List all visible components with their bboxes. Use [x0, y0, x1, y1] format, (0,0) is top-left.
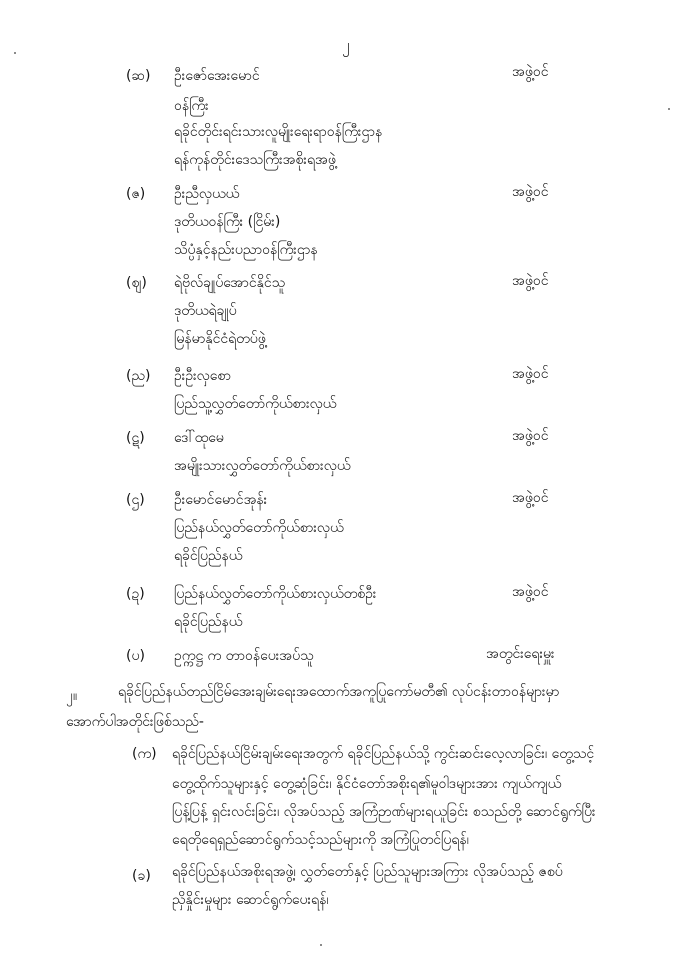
- scan-speck: [320, 944, 322, 946]
- scan-speck: [668, 108, 670, 110]
- scan-speck: [14, 52, 16, 54]
- item-text-line: ရေတိုရေရှည်ဆောင်ရွက်သင့်သည်များကို အကြံပြုတင်ပြရန်၊: [172, 832, 469, 848]
- member-detail: သိပ္ပံနှင့်နည်းပညာဝန်ကြီးဌာန: [174, 242, 318, 258]
- member-name: ဥက္ကဋ္ဌ က တာဝန်ပေးအပ်သူ: [174, 648, 314, 664]
- member-role: အဖွဲ့ဝင်: [512, 584, 549, 600]
- member-name: ဦးမောင်မောင်အုန်း: [174, 492, 268, 508]
- member-name: ဒေါ်ထုမေ: [174, 430, 224, 446]
- member-role: အဖွဲ့ဝင်: [512, 184, 549, 200]
- item-marker: (ဌ): [126, 492, 145, 508]
- item-marker: (ဍ): [126, 586, 145, 602]
- member-detail: မြန်မာနိုင်ငံရဲတပ်ဖွဲ့: [174, 331, 266, 347]
- page-number: ၂: [342, 36, 350, 54]
- section-intro-line: အောက်ပါအတိုင်းဖြစ်သည်-: [66, 714, 204, 730]
- member-title: ဒုတိယဝန်ကြီး (ငြိမ်း): [174, 214, 281, 230]
- member-name: ပြည်နယ်လွှတ်တော်ကိုယ်စားလှယ်တစ်ဦး: [174, 586, 377, 602]
- member-role: အတွင်းရေးမှူး: [486, 646, 555, 662]
- item-marker: (ဋ): [126, 430, 145, 446]
- member-role: အဖွဲ့ဝင်: [512, 428, 549, 444]
- item-marker: (ခ): [132, 868, 151, 884]
- member-detail: ရခိုင်ပြည်နယ်: [174, 548, 243, 564]
- item-text-line: ညှိနှိုင်းမှုများ ဆောင်ရွက်ပေးရန်၊: [172, 892, 329, 908]
- member-title: ဝန်ကြီး: [174, 98, 209, 114]
- member-role: အဖွဲ့ဝင်: [512, 490, 549, 506]
- member-detail: ရန်ကုန်တိုင်းဒေသကြီးအစိုးရအဖွဲ့: [174, 152, 336, 168]
- item-marker: (ပ): [126, 648, 145, 664]
- member-name: ဦးဇော်အေးမောင်: [174, 68, 260, 84]
- member-role: အဖွဲ့ဝင်: [512, 273, 549, 289]
- section-number: ၂။: [66, 688, 78, 704]
- item-marker: (ဆ): [126, 68, 151, 84]
- member-role: အဖွဲ့ဝင်: [512, 366, 549, 382]
- item-marker: (ည): [126, 368, 151, 384]
- item-text-line: ရခိုင်ပြည်နယ်အစိုးရအဖွဲ့၊ လွှတ်တော်နှင့် ပြည်သူများအကြား လိုအပ်သည့် ဇစပ်: [172, 864, 563, 880]
- member-title: ရခိုင်ပြည်နယ်: [174, 614, 243, 630]
- member-name: ဦးညီလှယယ်: [174, 186, 240, 202]
- member-name: ဦးဦးလှစော: [174, 368, 231, 384]
- item-marker: (ဇ): [126, 186, 146, 202]
- member-title: အမျိုးသားလွှတ်တော်ကိုယ်စားလှယ်: [174, 458, 351, 474]
- member-title: ပြည်သူ့လွှတ်တော်ကိုယ်စားလှယ်: [174, 396, 337, 412]
- item-text-line: ပြန့်ပြန့် ရှင်းလင်းခြင်း၊ လိုအပ်သည့် အကြံဉာဏ်များရယူခြင်း စသည်တို့ ဆောင်ရွက်ပြီး: [172, 804, 596, 820]
- item-text-line: တွေ့ထိုက်သူများနှင့် တွေ့ဆုံခြင်း၊ နိုင်ငံတော်အစိုးရ၏မူဝါဒများအား ကျယ်ကျယ်: [172, 776, 562, 792]
- item-text-line: ရခိုင်ပြည်နယ်ငြိမ်းချမ်းရေးအတွက် ရခိုင်ပြည်နယ်သို့ ကွင်းဆင်းလေ့လာခြင်း၊ တွေ့သင့်: [172, 746, 595, 762]
- member-detail: ရခိုင်တိုင်းရင်းသားလူမျိုးရေးရာဝန်ကြီးဌာန: [174, 124, 383, 140]
- member-title: ပြည်နယ်လွှတ်တော်ကိုယ်စားလှယ်: [174, 520, 344, 536]
- member-title: ဒုတိယရဲချုပ်: [174, 303, 237, 319]
- item-marker: (ဈ): [126, 275, 147, 291]
- member-name: ရဲဗိုလ်ချုပ်အောင်နိုင်သူ: [174, 275, 286, 291]
- item-marker: (က): [132, 746, 157, 762]
- member-role: အဖွဲ့ဝင်: [512, 64, 549, 80]
- section-intro-line: ရခိုင်ပြည်နယ်တည်ငြိမ်အေးချမ်းရေးအထောက်အကူပြုကော်မတီ၏ လုပ်ငန်းတာဝန်များမှာ: [118, 684, 560, 700]
